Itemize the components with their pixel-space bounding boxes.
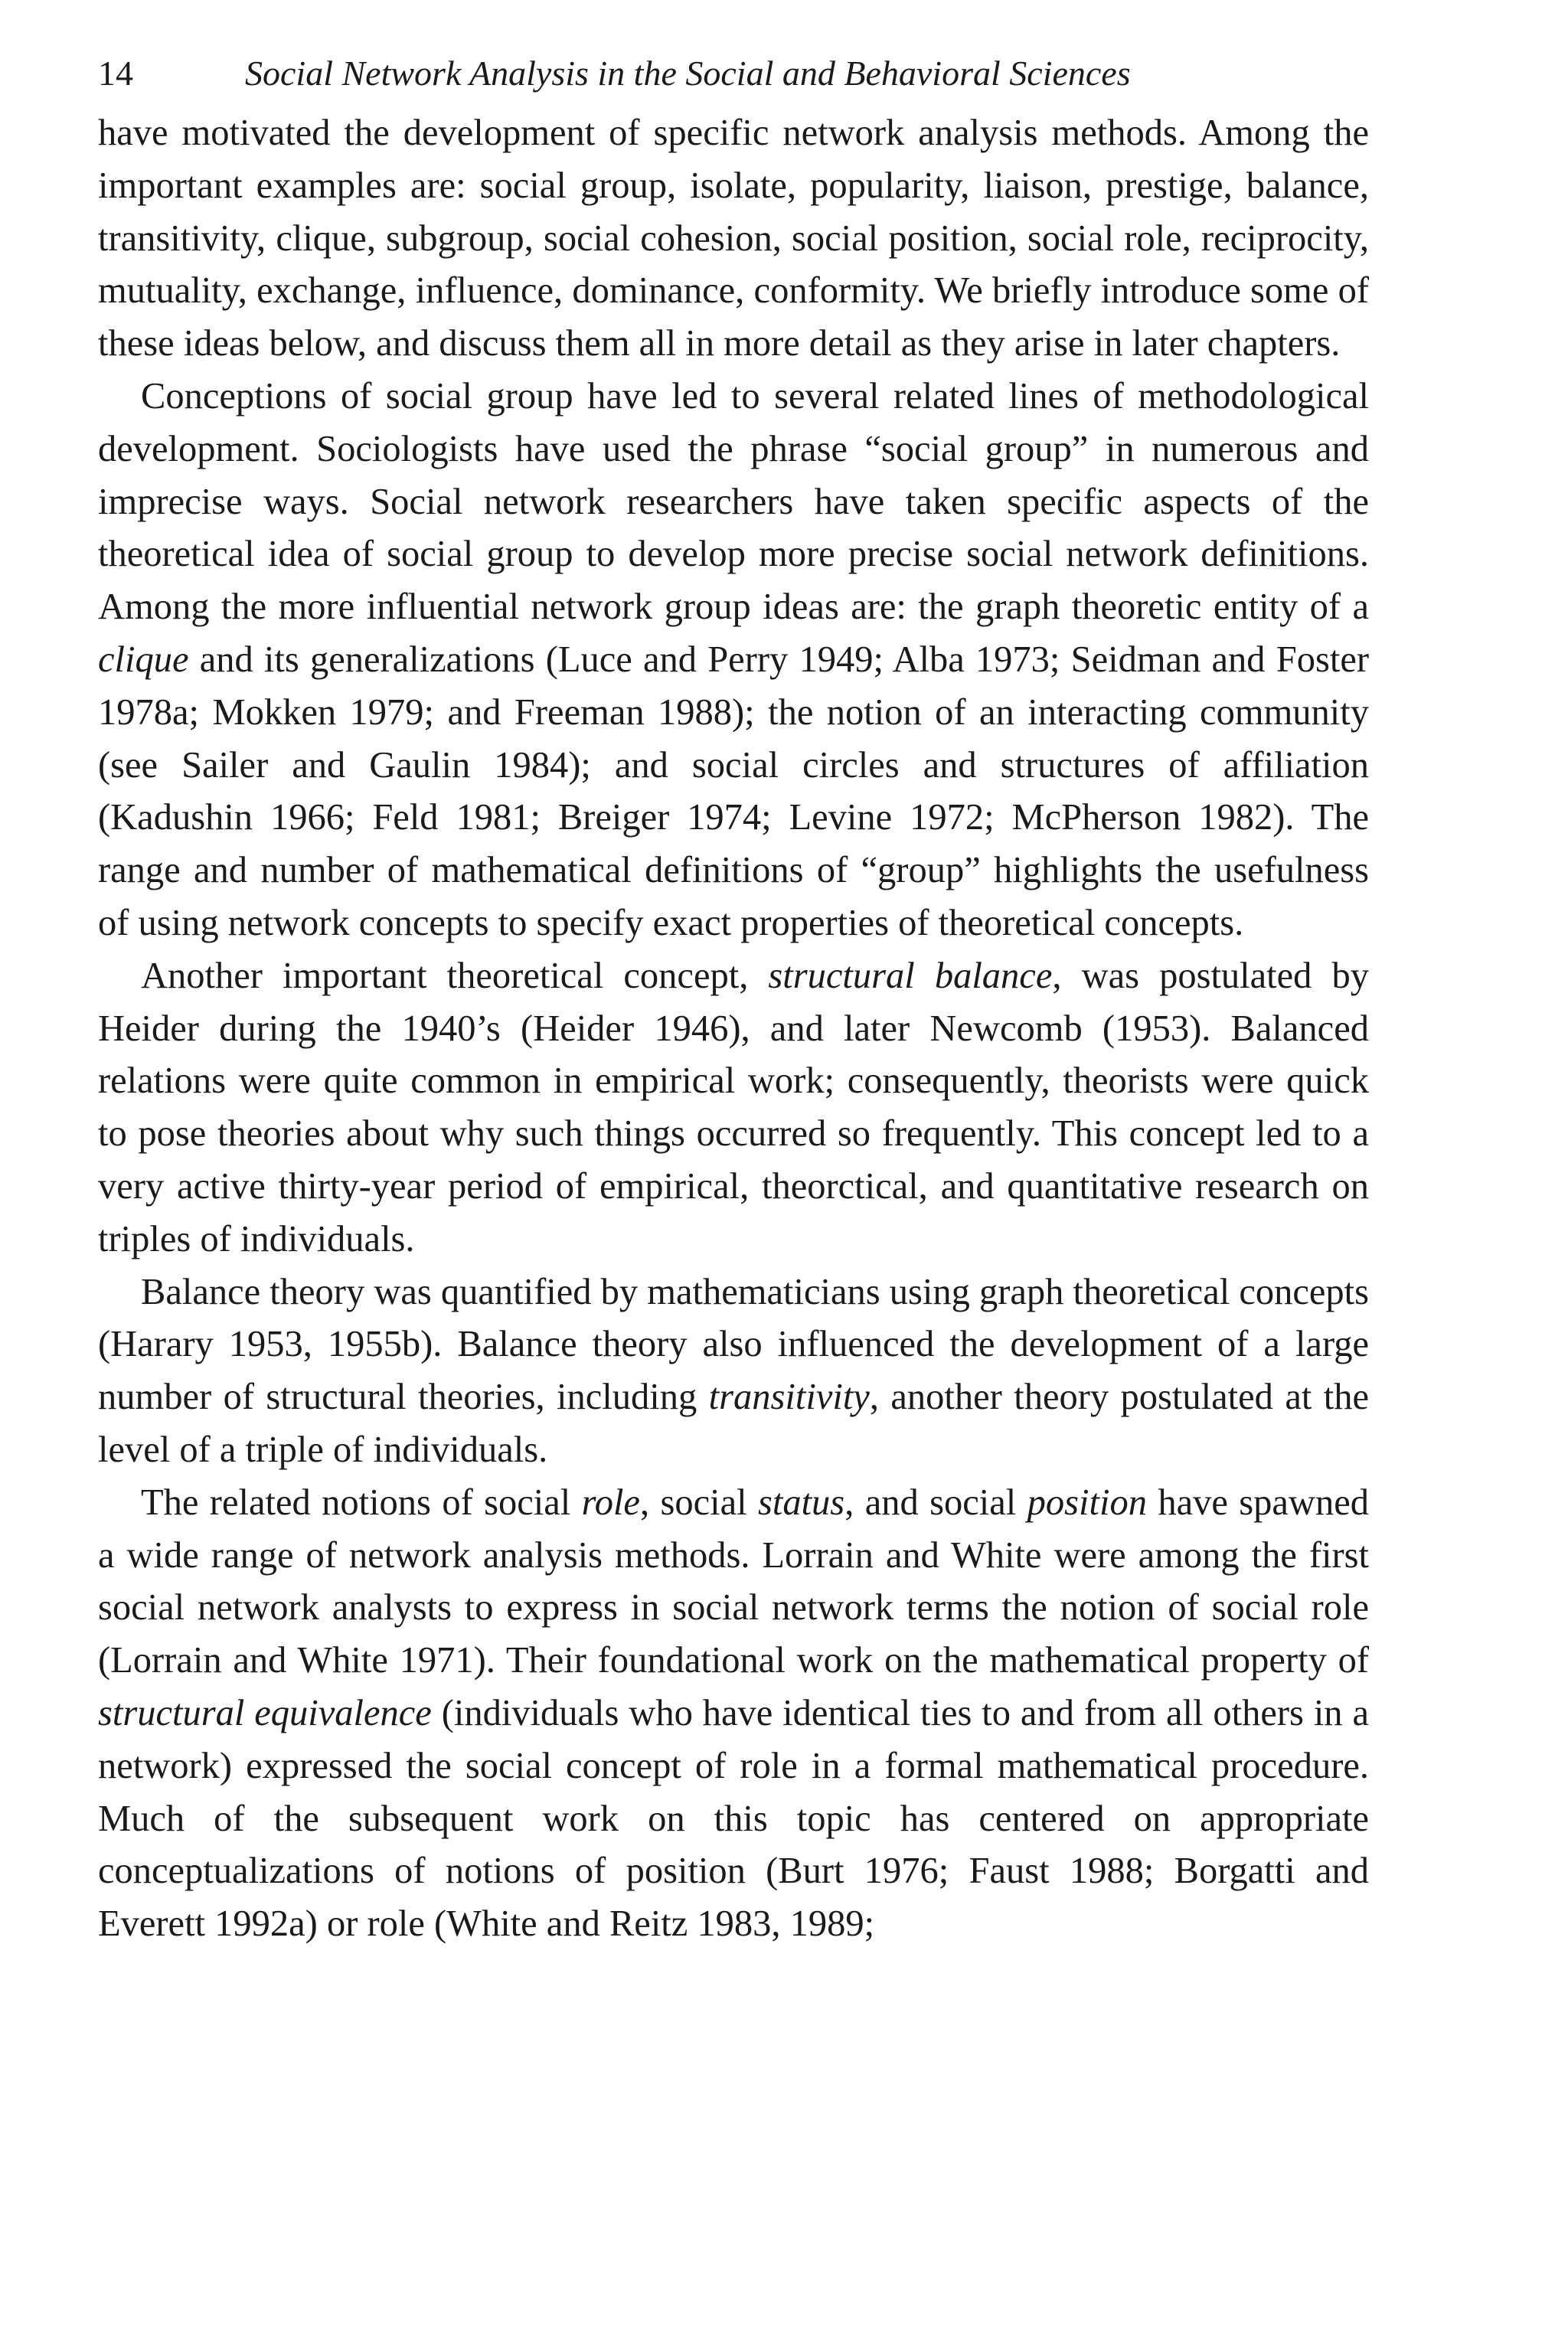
italic-term: transitivity [708, 1377, 870, 1418]
text-run: Balance theory was quantified by mathematicians using graph theoretical concepts (Harary 1953, 1955b). Balance theory also influenced the development of a large number of structural theories, including [98, 1271, 1369, 1418]
text-run: have spawned a wide range of network analysis methods. Lorrain and White were among the first social network analysts to express in social network terms the notion of social role (Lorrain and White 1971). Their foundational work on the mathematical property of [98, 1482, 1369, 1681]
running-title: Social Network Analysis in the Social and Behavioral Sciences [245, 54, 1131, 93]
running-head [98, 51, 1369, 96]
text-run: have motivated the development of specific network analysis methods. Among the important examples are: social group, isolate, popularity, liaison, prestige, balance, transitivity, clique, subgroup, social cohesion, social position, social role, reciprocity, mutuality, exchange, influence, dominance, conformity. We briefly introduce some of these ideas below, and discuss them all in more detail as they arise in later chapters. [98, 113, 1369, 364]
italic-term: clique [98, 639, 189, 680]
paragraph [98, 107, 1369, 371]
paragraph [98, 371, 1369, 950]
book-page [98, 51, 1369, 1951]
paragraph [98, 1477, 1369, 1951]
body-text [98, 107, 1369, 1951]
text-run: Conceptions of social group have led to several related lines of methodological development. Sociologists have used the phrase “social group” in numerous and imprecise ways. Social network researchers have taken specific aspects of the theoretical idea of social group to develop more precise social network definitions. Among the more influential network group ideas are: the graph theoretic entity of a [98, 375, 1369, 628]
italic-term: structural balance [768, 955, 1053, 996]
text-run: , was postulated by Heider during the 1940’s (Heider 1946), and later Newcomb (1953). Balanced relations were quite common in empirical work; consequently, theorists were quick to pose theories about why such things occurred so frequently. This concept led to a very active thirty-year period of empirical, theorctical, and quantitative research on triples of individuals. [98, 955, 1370, 1259]
text-run: , social [639, 1482, 758, 1523]
page-number: 14 [98, 54, 133, 93]
italic-term: status [757, 1482, 845, 1523]
text-run: The related notions of social [141, 1482, 582, 1523]
text-run: and its generalizations (Luce and Perry 1949; Alba 1973; Seidman and Foster 1978a; Mokken 1979; and Freeman 1988); the notion of an interacting community (see Sailer and Gaulin 1984); and social circles and structures of affiliation (Kadushin 1966; Feld 1981; Breiger 1974; Levine 1972; McPherson 1982). The range and number of mathematical definitions of “group” highlights the usefulness of using network concepts to specify exact properties of theoretical concepts. [98, 639, 1369, 943]
text-run: , another theory postulated at the level of a triple of individuals. [98, 1377, 1369, 1470]
paragraph [98, 1266, 1369, 1477]
text-run: , and social [844, 1482, 1027, 1523]
text-run: (individuals who have identical ties to and from all others in a network) expressed the social concept of role in a formal mathematical procedure. Much of the subsequent work on this topic has centered on appropriate conceptualizations of notions of position (Burt 1976; Faust 1988; Borgatti and Everett 1992a) or role (White and Reitz 1983, 1989; [98, 1692, 1369, 1945]
italic-term: structural equivalence [98, 1692, 432, 1733]
italic-term: position [1027, 1482, 1147, 1523]
paragraph [98, 950, 1369, 1266]
text-run: Another important theoretical concept, [141, 955, 769, 996]
italic-term: role [581, 1482, 640, 1523]
